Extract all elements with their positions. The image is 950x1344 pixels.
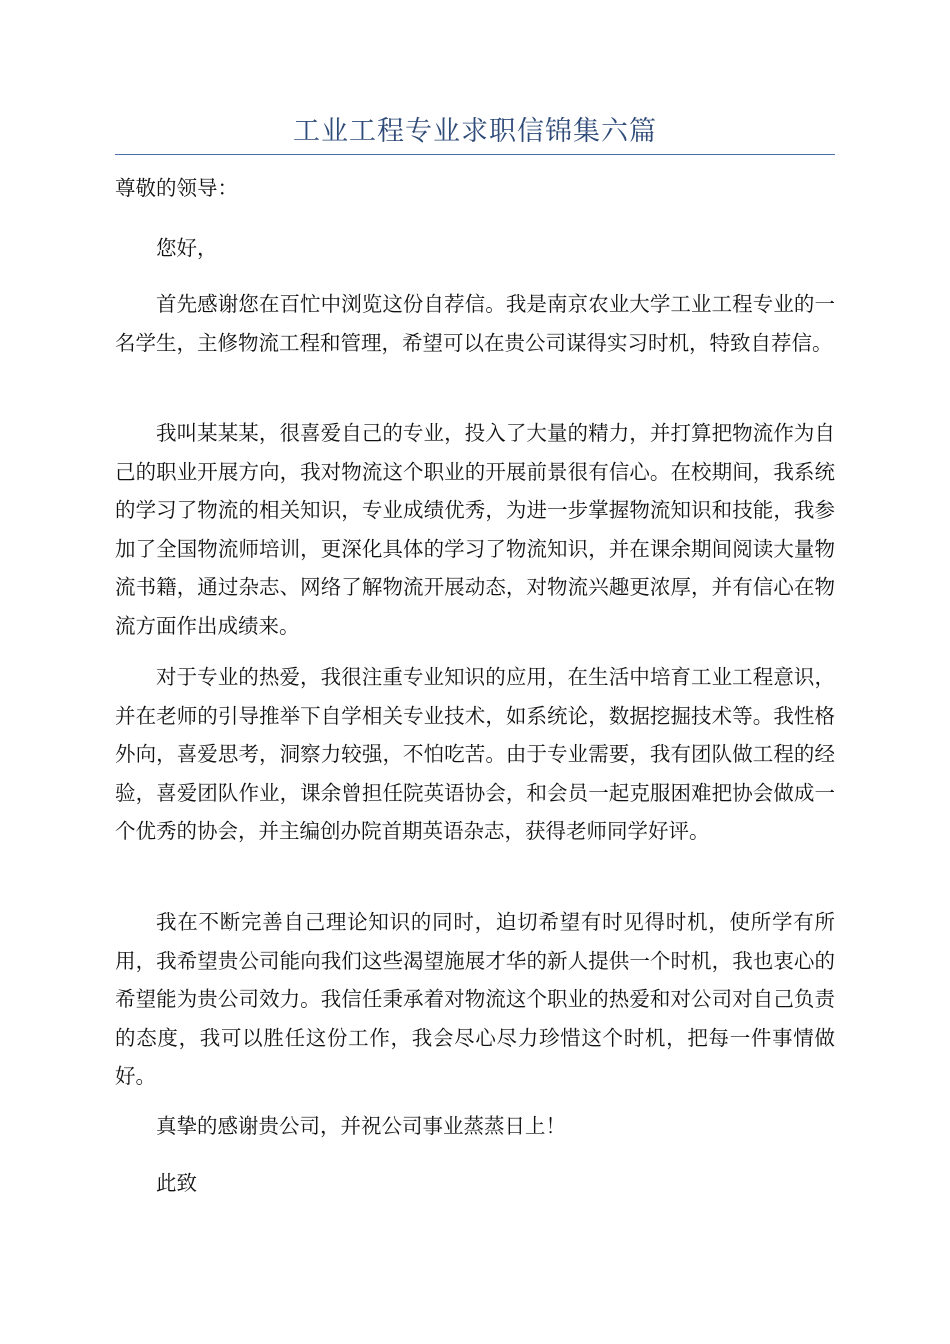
greeting: 您好， [156,236,218,260]
title-underline [115,154,835,155]
paragraph-3: 对于专业的热爱，我很注重专业知识的应用，在生活中培育工业工程意识，并在老师的引导推举下自学相关专业技术，如系统论，数据挖掘技术等。我性格外向，喜爱思考，洞察力较强，不怕吃苦。由于专业需要，我有团队做工程的经验，喜爱团队作业，课余曾担任院英语协会，和会员一起克服困难把协会做成一个优秀的协会，并主编创办院首期英语杂志，获得老师同学好评。 [115,665,835,843]
paragraph-thanks: 真挚的感谢贵公司，并祝公司事业蒸蒸日上！ [156,1114,566,1138]
document-title: 工业工程专业求职信锦集六篇 [293,116,657,147]
closing: 此致 [156,1171,197,1195]
paragraph-4: 我在不断完善自己理论知识的同时，迫切希望有时见得时机，使所学有所用，我希望贵公司能向我们这些渴望施展才华的新人提供一个时机，我也衷心的希望能为贵公司效力。我信任秉承着对物流这个职业的热爱和对公司对自己负责的态度，我可以胜任这份工作，我会尽心尽力珍惜这个时机，把每一件事情做好。 [115,910,835,1088]
salutation: 尊敬的领导： [115,176,238,200]
paragraph-2: 我叫某某某，很喜爱自己的专业，投入了大量的精力，并打算把物流作为自己的职业开展方向，我对物流这个职业的开展前景很有信心。在校期间，我系统的学习了物流的相关知识，专业成绩优秀，为进一步掌握物流知识和技能，我参加了全国物流师培训，更深化具体的学习了物流知识，并在课余期间阅读大量物流书籍，通过杂志、网络了解物流开展动态，对物流兴趣更浓厚，并有信心在物流方面作出成绩来。 [115,421,835,638]
paragraph-1: 首先感谢您在百忙中浏览这份自荐信。我是南京农业大学工业工程专业的一名学生，主修物流工程和管理，希望可以在贵公司谋得实习时机，特致自荐信。 [115,292,835,355]
